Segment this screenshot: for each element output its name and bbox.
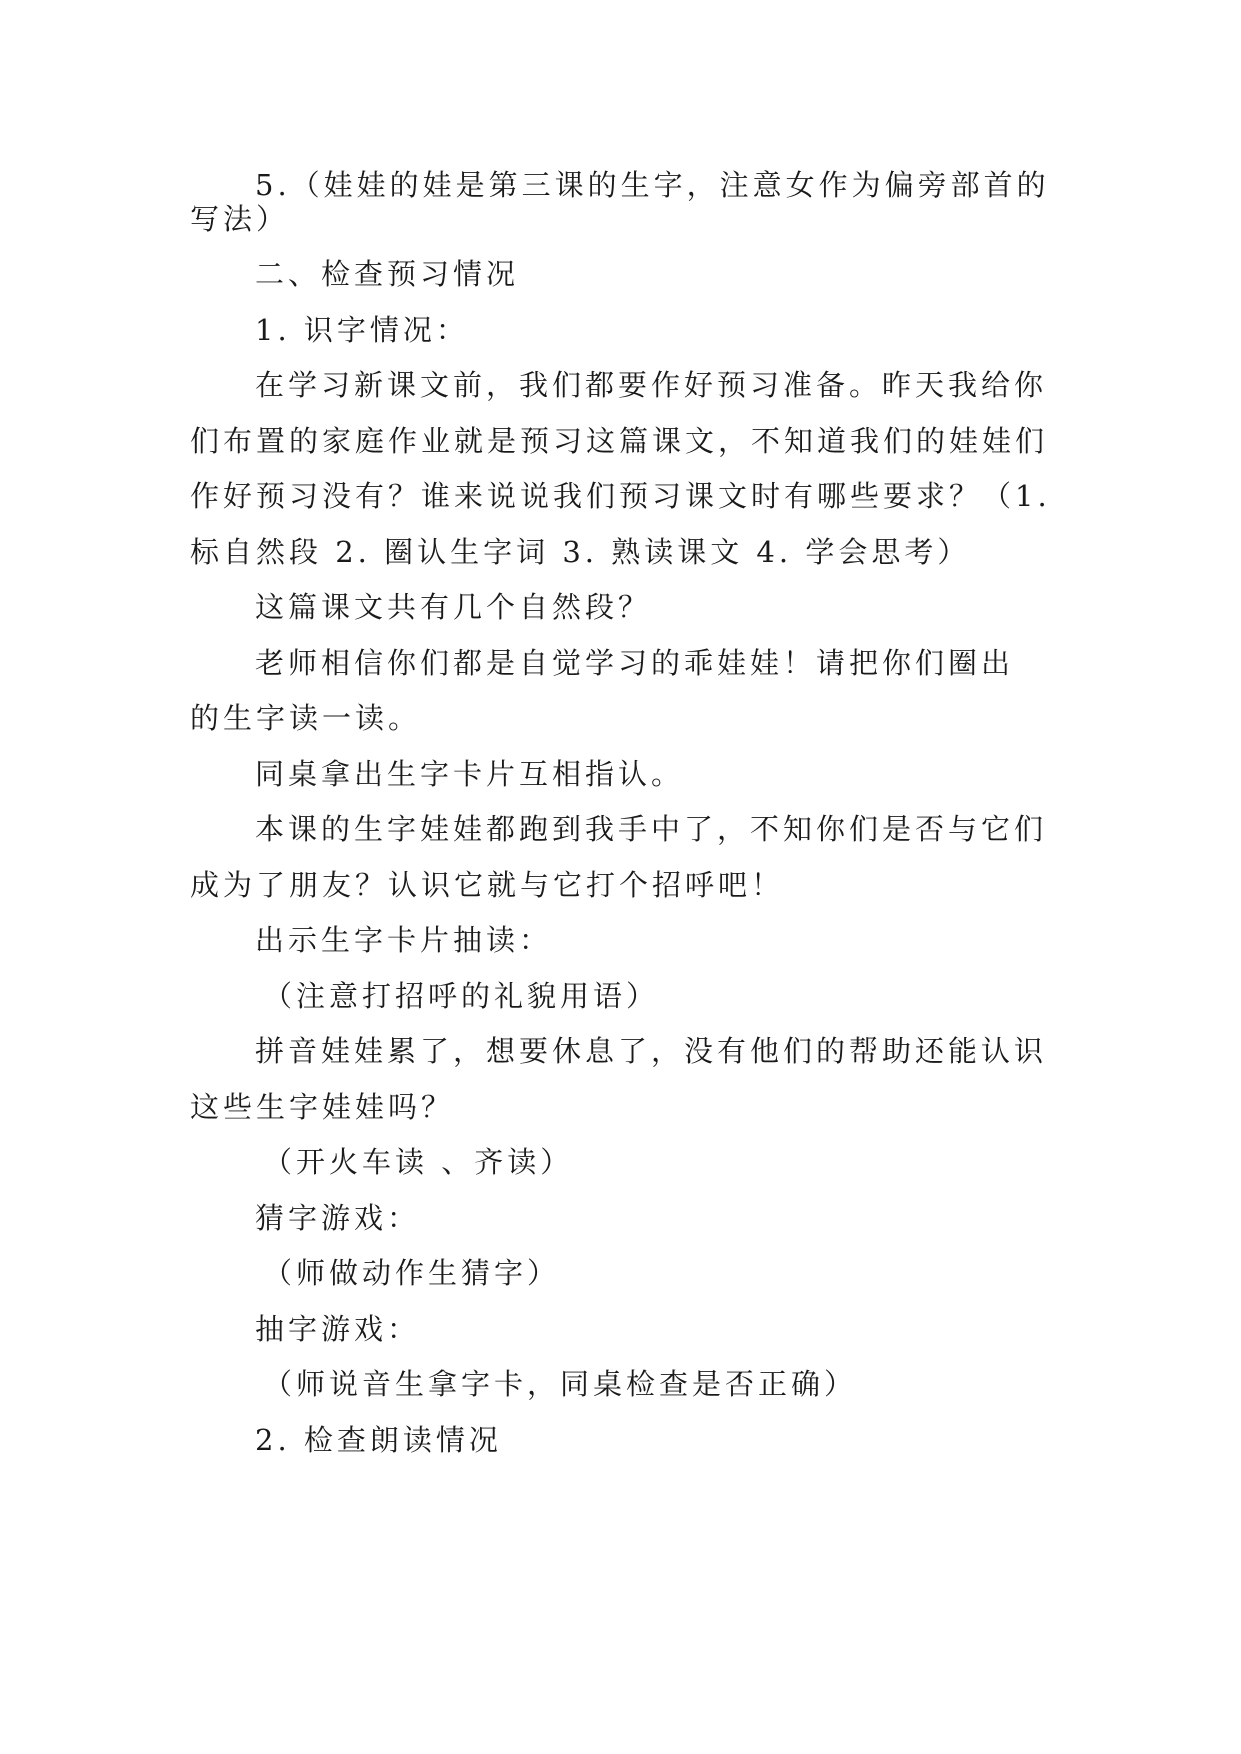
subsection-heading: 2. 检查朗读情况 [255,1423,502,1457]
section-heading: 二、检查预习情况 [255,257,520,291]
paragraph-line: 们布置的家庭作业就是预习这篇课文，不知道我们的娃娃们 [190,424,1049,458]
paragraph-line: （师说音生拿字卡，同桌检查是否正确） [263,1367,858,1401]
paragraph-line: 出示生字卡片抽读： [255,923,553,957]
paragraph-line: 这些生字娃娃吗？ [190,1090,455,1124]
paragraph-line: 在学习新课文前，我们都要作好预习准备。昨天我给你 [255,368,1048,402]
paragraph-line: （开火车读 、齐读） [263,1145,574,1179]
paragraph-line: 猜字游戏： [255,1201,421,1235]
paragraph-line: 拼音娃娃累了，想要休息了，没有他们的帮助还能认识 [255,1034,1048,1068]
paragraph-line: 的生字读一读。 [190,701,422,735]
paragraph-line: 标自然段 2. 圈认生字词 3. 熟读课文 4. 学会思考） [190,535,971,569]
paragraph-line: 本课的生字娃娃都跑到我手中了，不知你们是否与它们 [255,812,1048,846]
paragraph-line: 写法） [190,202,290,236]
paragraph-line: 作好预习没有？谁来说说我们预习课文时有哪些要求？（1. [190,479,1051,513]
paragraph-line: 老师相信你们都是自觉学习的乖娃娃！请把你们圈出 [255,646,1015,680]
paragraph-line: 5.（娃娃的娃是第三课的生字，注意女作为偏旁部首的 [255,168,1050,202]
paragraph-line: 同桌拿出生字卡片互相指认。 [255,757,685,791]
paragraph-line: 这篇课文共有几个自然段？ [255,590,652,624]
paragraph-line: （注意打招呼的礼貌用语） [263,979,660,1013]
paragraph-line: 抽字游戏： [255,1312,421,1346]
paragraph-line: 成为了朋友？认识它就与它打个招呼吧！ [190,868,785,902]
paragraph-line: （师做动作生猜字） [263,1256,561,1290]
subsection-heading: 1. 识字情况： [255,313,469,347]
